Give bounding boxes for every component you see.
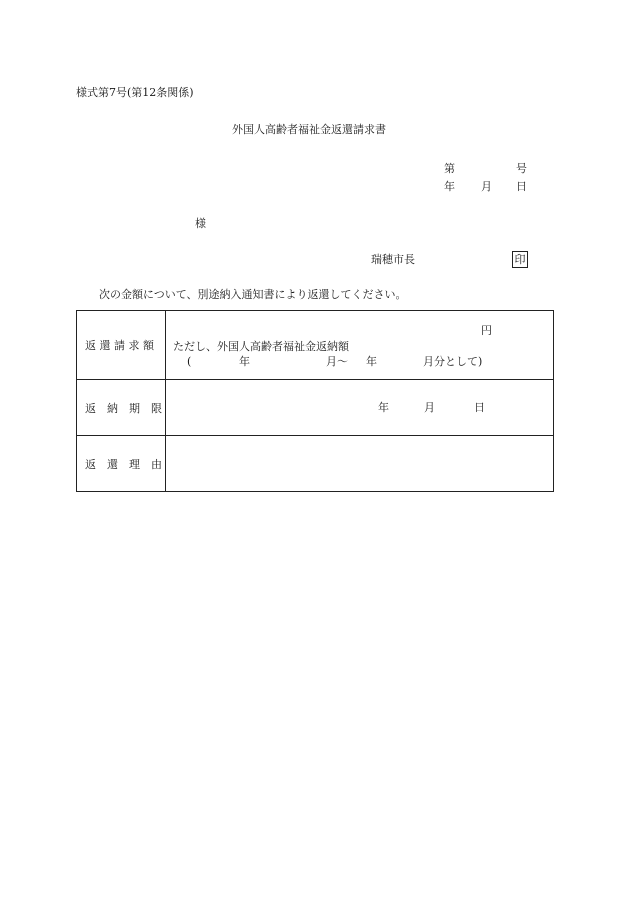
label-refund-reason: 返 還 理 由: [85, 457, 162, 471]
value-cell-deadline: [166, 380, 554, 436]
document-number-prefix: 第: [444, 162, 455, 175]
date-year-label: 年: [444, 180, 455, 193]
value-cell-amount: [166, 311, 554, 380]
request-table: [76, 310, 554, 492]
period-start-month: 月〜: [326, 355, 348, 368]
table-row-deadline: [77, 380, 554, 436]
addressee-honorific: 様: [195, 217, 206, 230]
label-cell-reason: [77, 436, 166, 492]
label-cell-deadline: [77, 380, 166, 436]
period-end-month: 月分として): [423, 355, 483, 368]
table-row-amount: [77, 311, 554, 380]
label-payment-deadline: 返 納 期 限: [85, 401, 162, 415]
seal-mark: 印: [512, 251, 528, 268]
deadline-month: 月: [424, 401, 435, 414]
period-end-year: 年: [366, 355, 377, 368]
table-row-reason: [77, 436, 554, 492]
document-number-suffix: 号: [516, 162, 527, 175]
value-cell-reason: [166, 436, 554, 492]
period-open-paren: (: [187, 355, 192, 368]
deadline-year: 年: [378, 401, 389, 414]
date-day-label: 日: [516, 180, 527, 193]
document-title: 外国人高齢者福祉金返還請求書: [232, 123, 386, 136]
label-refund-amount: 返 還 請 求 額: [85, 339, 154, 352]
period-start-year: 年: [239, 355, 250, 368]
deadline-day: 日: [474, 401, 485, 414]
form-number: 様式第7号(第12条関係): [76, 86, 194, 99]
date-month-label: 月: [481, 180, 492, 193]
yen-unit: 円: [481, 324, 492, 337]
intro-text: 次の金額について、別途納入通知書により返還してください。: [99, 288, 407, 301]
issuer-name: 瑞穂市長: [371, 253, 415, 266]
label-cell-amount: [77, 311, 166, 380]
amount-note: ただし、外国人高齢者福祉金返納額: [173, 340, 349, 353]
